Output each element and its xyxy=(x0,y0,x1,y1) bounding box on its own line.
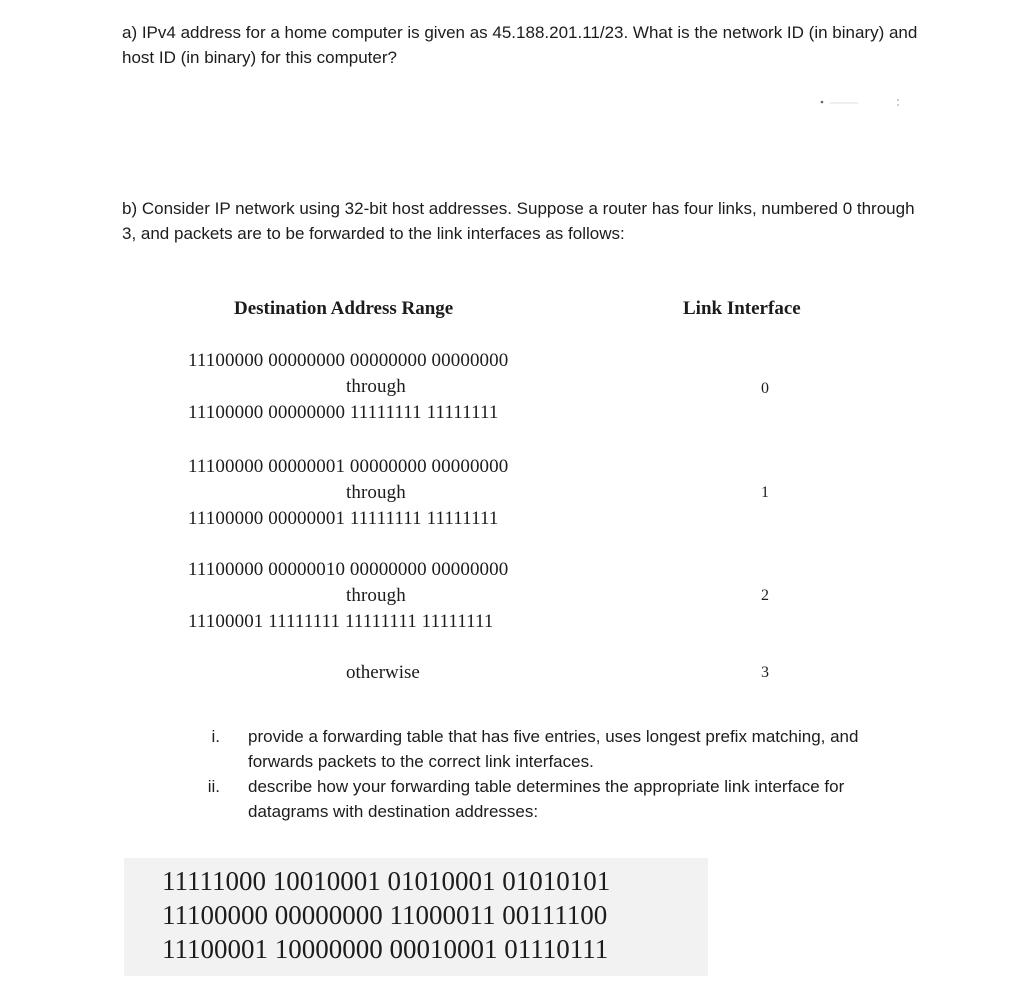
destination-range-header: Destination Address Range xyxy=(234,298,454,319)
destination-address: 11111000 10010001 01010001 01010101 xyxy=(162,866,611,896)
subquestion-text: describe how your forwarding table determines the appropriate link interface for datagrams with destination addresses: xyxy=(248,777,845,821)
scan-artifact xyxy=(818,96,908,117)
otherwise-label: otherwise xyxy=(346,662,420,683)
range-start: 11100000 00000000 00000000 00000000 xyxy=(188,350,509,371)
subquestion-number: i. xyxy=(211,727,220,746)
link-interface-value: 3 xyxy=(761,664,769,681)
subquestion-number: ii. xyxy=(207,777,220,796)
range-through-label: through xyxy=(346,585,406,606)
question-b-text: b) Consider IP network using 32-bit host addresses. Suppose a router has four links, numbered 0 through 3, and packets are to be forwarded to the link interfaces as follows: xyxy=(122,199,915,243)
range-end: 11100000 00000000 11111111 11111111 xyxy=(188,402,499,423)
address-range-row xyxy=(188,348,570,426)
destination-address: 11100001 10000000 00010001 01110111 xyxy=(162,934,609,964)
address-range-row xyxy=(188,454,570,532)
link-interface-value: 1 xyxy=(761,484,769,501)
range-through-label: through xyxy=(346,482,406,503)
range-start: 11100000 00000001 00000000 00000000 xyxy=(188,456,509,477)
destination-address: 11100000 00000000 11000011 00111100 xyxy=(162,900,608,930)
range-through-label: through xyxy=(346,376,406,397)
range-end: 11100001 11111111 11111111 11111111 xyxy=(188,611,494,632)
range-start: 11100000 00000010 00000000 00000000 xyxy=(188,559,509,580)
link-interface-value: 2 xyxy=(761,587,769,604)
range-end: 11100000 00000001 11111111 11111111 xyxy=(188,508,499,529)
link-interface-value: 0 xyxy=(761,380,769,397)
destination-address-list xyxy=(124,858,708,976)
address-range-row xyxy=(188,557,570,635)
subquestion-text: provide a forwarding table that has five entries, uses longest prefix matching, and forwards packets to the correct link interfaces. xyxy=(248,727,859,771)
link-interface-header: Link Interface xyxy=(683,298,801,319)
question-a-text: a) IPv4 address for a home computer is given as 45.188.201.11/23. What is the network ID (in binary) and host ID (in binary) for this computer? xyxy=(122,23,918,67)
